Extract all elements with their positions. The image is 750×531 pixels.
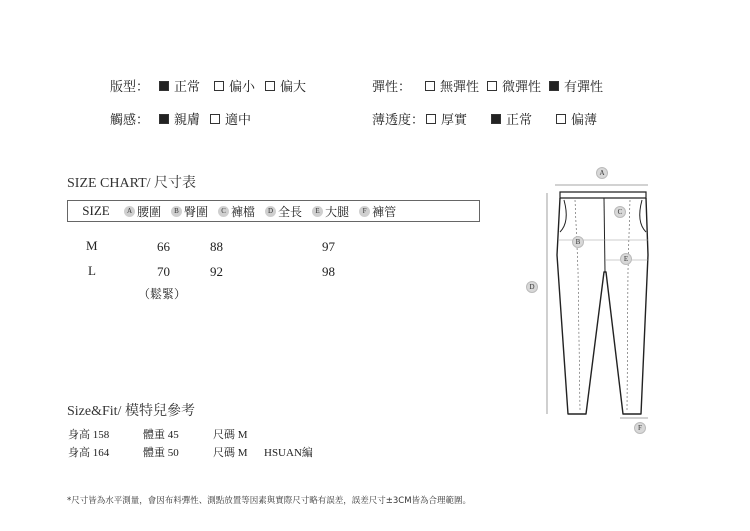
size-column-label: SIZE	[82, 203, 110, 218]
letter-c-icon: C	[218, 206, 229, 217]
model-2-weight: 體重 50	[143, 447, 179, 459]
model-title: Size&Fit/ 模特兒參考	[67, 404, 195, 419]
size-l-hip: 92	[210, 264, 223, 279]
diagram-label-e: E	[620, 253, 632, 265]
checkbox-empty-icon	[214, 81, 224, 91]
size-chart-title: SIZE CHART/ 尺寸表	[67, 176, 197, 191]
model-1-height: 身高 158	[68, 429, 110, 441]
model-1-size: 尺碼 M	[213, 429, 248, 441]
model-1-weight: 體重 45	[143, 429, 179, 441]
column-hem-label: 褲管	[372, 204, 397, 219]
touch-row	[110, 109, 251, 128]
diagram-label-d: D	[526, 281, 538, 293]
column-thigh-label: 大腿	[325, 204, 350, 219]
letter-a-icon: A	[124, 206, 135, 217]
elasticity-option-none: 無彈性	[440, 80, 480, 95]
diagram-label-c: C	[614, 206, 626, 218]
column-hip-label: 臀圍	[184, 204, 209, 219]
diagram-label-a: A	[596, 167, 608, 179]
model-2-height: 身高 164	[68, 447, 110, 459]
letter-f-icon: F	[359, 206, 370, 217]
column-hip	[171, 203, 208, 220]
column-hem	[359, 203, 396, 220]
waist-elastic-note: （鬆緊）	[138, 287, 187, 301]
transparency-option-thick: 厚實	[441, 113, 468, 128]
touch-label: 觸感：	[110, 113, 150, 128]
checkbox-checked-icon	[491, 114, 501, 124]
transparency-row	[372, 109, 597, 128]
size-m-hip: 88	[210, 239, 223, 254]
model-2-size: 尺碼 M	[213, 447, 248, 459]
column-thigh	[312, 203, 349, 220]
column-length	[265, 203, 302, 220]
size-l-length: 98	[322, 264, 335, 279]
touch-option-skin: 親膚	[174, 113, 201, 128]
checkbox-checked-icon	[159, 81, 169, 91]
size-m-length: 97	[322, 239, 335, 254]
diagram-label-f: F	[634, 422, 646, 434]
elasticity-option-slight: 微彈性	[502, 80, 542, 95]
model-2-name: HSUAN編	[264, 447, 313, 459]
letter-e-icon: E	[312, 206, 323, 217]
transparency-option-normal: 正常	[506, 113, 533, 128]
column-length-label: 全長	[278, 204, 303, 219]
checkbox-empty-icon	[210, 114, 220, 124]
letter-b-icon: B	[171, 206, 182, 217]
checkbox-empty-icon	[487, 81, 497, 91]
fit-row	[110, 76, 306, 95]
transparency-label: 薄透度：	[372, 113, 425, 128]
checkbox-empty-icon	[425, 81, 435, 91]
diagram-label-b: B	[572, 236, 584, 248]
elasticity-label: 彈性：	[372, 80, 412, 95]
checkbox-empty-icon	[265, 81, 275, 91]
pants-diagram	[520, 160, 690, 440]
size-m-waist: 66	[157, 239, 170, 254]
fit-option-large: 偏大	[280, 80, 307, 95]
column-waist	[124, 203, 161, 220]
checkbox-checked-icon	[159, 114, 169, 124]
fit-option-small: 偏小	[229, 80, 256, 95]
checkbox-checked-icon	[549, 81, 559, 91]
column-waist-label: 腰圍	[137, 204, 162, 219]
elasticity-row	[372, 76, 603, 95]
elasticity-option-yes: 有彈性	[564, 80, 604, 95]
size-l-waist: 70	[157, 264, 170, 279]
fit-label: 版型：	[110, 80, 150, 95]
checkbox-empty-icon	[426, 114, 436, 124]
size-m: M	[86, 238, 98, 253]
measurement-footnote: *尺寸皆為水平測量，會因布料彈性、測點放置等因素與實際尺寸略有誤差，誤差尺寸±3CM皆為合理範圍。	[67, 496, 472, 506]
checkbox-empty-icon	[556, 114, 566, 124]
size-l: L	[88, 263, 96, 278]
column-rise-label: 褲檔	[231, 204, 256, 219]
letter-d-icon: D	[265, 206, 276, 217]
size-chart-header	[67, 200, 480, 222]
column-rise	[218, 203, 255, 220]
transparency-option-thin: 偏薄	[571, 113, 598, 128]
fit-option-normal: 正常	[174, 80, 201, 95]
touch-option-medium: 適中	[225, 113, 252, 128]
